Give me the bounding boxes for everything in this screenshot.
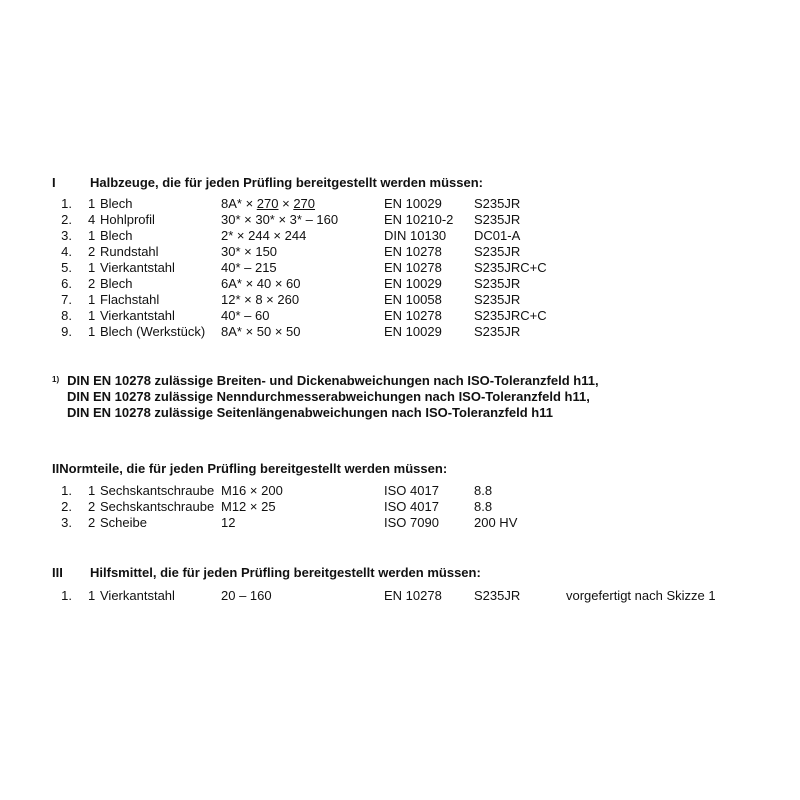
section-3-number: III xyxy=(52,565,63,580)
item-dimensions xyxy=(221,196,315,211)
item-number: 1. xyxy=(61,196,72,211)
item-quantity: 1 xyxy=(88,292,96,307)
item-standard: EN 10278 xyxy=(384,260,442,275)
item-name: Vierkantstahl xyxy=(100,588,175,603)
item-dimensions: 20 – 160 xyxy=(221,588,272,603)
item-name: Blech xyxy=(100,276,133,291)
item-number: 1. xyxy=(61,588,72,603)
item-dimensions: 6A* × 40 × 60 xyxy=(221,276,301,291)
item-name: Vierkantstahl xyxy=(100,260,175,275)
item-material: S235JR xyxy=(474,324,521,339)
item-standard: EN 10278 xyxy=(384,244,442,259)
item-material: 200 HV xyxy=(474,515,518,530)
item-standard: ISO 4017 xyxy=(384,483,439,498)
item-material: S235JR xyxy=(474,292,521,307)
item-number: 2. xyxy=(61,212,72,227)
item-dimensions: 8A* × 50 × 50 xyxy=(221,324,301,339)
item-name: Rundstahl xyxy=(100,244,159,259)
item-number: 2. xyxy=(61,499,72,514)
item-name: Blech (Werkstück) xyxy=(100,324,206,339)
item-dimensions: 12* × 8 × 260 xyxy=(221,292,300,307)
item-standard: EN 10278 xyxy=(384,588,442,603)
item-dimensions: 40* – 215 xyxy=(221,260,277,275)
item-material: 8.8 xyxy=(474,499,493,514)
section-2-heading xyxy=(52,461,447,476)
item-dimensions: M16 × 200 xyxy=(221,483,283,498)
section-3-title: Hilfsmittel, die für jeden Prüfling bereitgestellt werden müssen: xyxy=(90,565,481,580)
item-material: S235JR xyxy=(474,244,521,259)
item-material: S235JR xyxy=(474,276,521,291)
item-number: 3. xyxy=(61,515,72,530)
item-standard: EN 10210-2 xyxy=(384,212,454,227)
item-quantity: 1 xyxy=(88,324,96,339)
item-number: 6. xyxy=(61,276,72,291)
item-number: 1. xyxy=(61,483,72,498)
item-number: 3. xyxy=(61,228,72,243)
item-name: Flachstahl xyxy=(100,292,160,307)
item-quantity: 1 xyxy=(88,196,96,211)
item-quantity: 1 xyxy=(88,260,96,275)
section-2-title: Normteile, die für jeden Prüfling bereitgestellt werden müssen: xyxy=(59,461,448,476)
item-dimensions: 30* × 150 xyxy=(221,244,278,259)
item-quantity: 4 xyxy=(88,212,96,227)
footnote-marker: 1) xyxy=(52,375,60,384)
item-name: Sechskantschraube xyxy=(100,483,215,498)
item-quantity: 2 xyxy=(88,499,96,514)
item-name: Hohlprofil xyxy=(100,212,155,227)
section-1-title: Halbzeuge, die für jeden Prüfling bereitgestellt werden müssen: xyxy=(90,175,483,190)
item-standard: ISO 4017 xyxy=(384,499,439,514)
item-dimensions: M12 × 25 xyxy=(221,499,276,514)
item-name: Sechskantschraube xyxy=(100,499,215,514)
item-number: 9. xyxy=(61,324,72,339)
item-material: DC01-A xyxy=(474,228,521,243)
footnote-line-1: DIN EN 10278 zulässige Breiten- und Dickenabweichungen nach ISO-Toleranzfeld h11, xyxy=(67,373,599,388)
item-number: 5. xyxy=(61,260,72,275)
item-dimensions: 40* – 60 xyxy=(221,308,270,323)
item-number: 7. xyxy=(61,292,72,307)
item-material: S235JR xyxy=(474,588,521,603)
item-dimensions: 30* × 30* × 3* – 160 xyxy=(221,212,339,227)
item-standard: DIN 10130 xyxy=(384,228,447,243)
item-quantity: 1 xyxy=(88,588,96,603)
item-standard: EN 10278 xyxy=(384,308,442,323)
item-dimensions: 2* × 244 × 244 xyxy=(221,228,307,243)
item-material: S235JR xyxy=(474,212,521,227)
item-dimensions: 12 xyxy=(221,515,236,530)
section-1-number: I xyxy=(52,175,56,190)
item-quantity: 1 xyxy=(88,483,96,498)
item-material: S235JRC+C xyxy=(474,308,547,323)
section-2-number: II xyxy=(52,461,60,476)
item-dimension-part: × xyxy=(278,196,294,211)
item-quantity: 1 xyxy=(88,228,96,243)
item-number: 8. xyxy=(61,308,72,323)
item-quantity: 2 xyxy=(88,515,96,530)
item-name: Blech xyxy=(100,196,133,211)
item-quantity: 2 xyxy=(88,276,96,291)
item-material: S235JR xyxy=(474,196,521,211)
item-name: Blech xyxy=(100,228,133,243)
item-name: Vierkantstahl xyxy=(100,308,175,323)
item-standard: EN 10029 xyxy=(384,196,442,211)
item-dimension-part: 270 xyxy=(256,196,279,211)
item-dimension-part: 8A* × xyxy=(221,196,257,211)
item-material: S235JRC+C xyxy=(474,260,547,275)
section-1-heading xyxy=(52,175,483,190)
item-quantity: 1 xyxy=(88,308,96,323)
footnote-line-3: DIN EN 10278 zulässige Seitenlängenabweichungen nach ISO-Toleranzfeld h11 xyxy=(67,405,553,420)
item-standard: EN 10029 xyxy=(384,276,442,291)
item-quantity: 2 xyxy=(88,244,96,259)
footnote-line-2: DIN EN 10278 zulässige Nenndurchmesserabweichungen nach ISO-Toleranzfeld h11, xyxy=(67,389,590,404)
item-material: 8.8 xyxy=(474,483,493,498)
item-number: 4. xyxy=(61,244,72,259)
footnote xyxy=(52,373,599,421)
item-dimension-part: 270 xyxy=(293,196,316,211)
item-standard: EN 10058 xyxy=(384,292,442,307)
item-standard: EN 10029 xyxy=(384,324,442,339)
item-name: Scheibe xyxy=(100,515,147,530)
item-standard: ISO 7090 xyxy=(384,515,439,530)
item-note: vorgefertigt nach Skizze 1 xyxy=(566,588,716,603)
section-3-heading xyxy=(52,565,481,580)
